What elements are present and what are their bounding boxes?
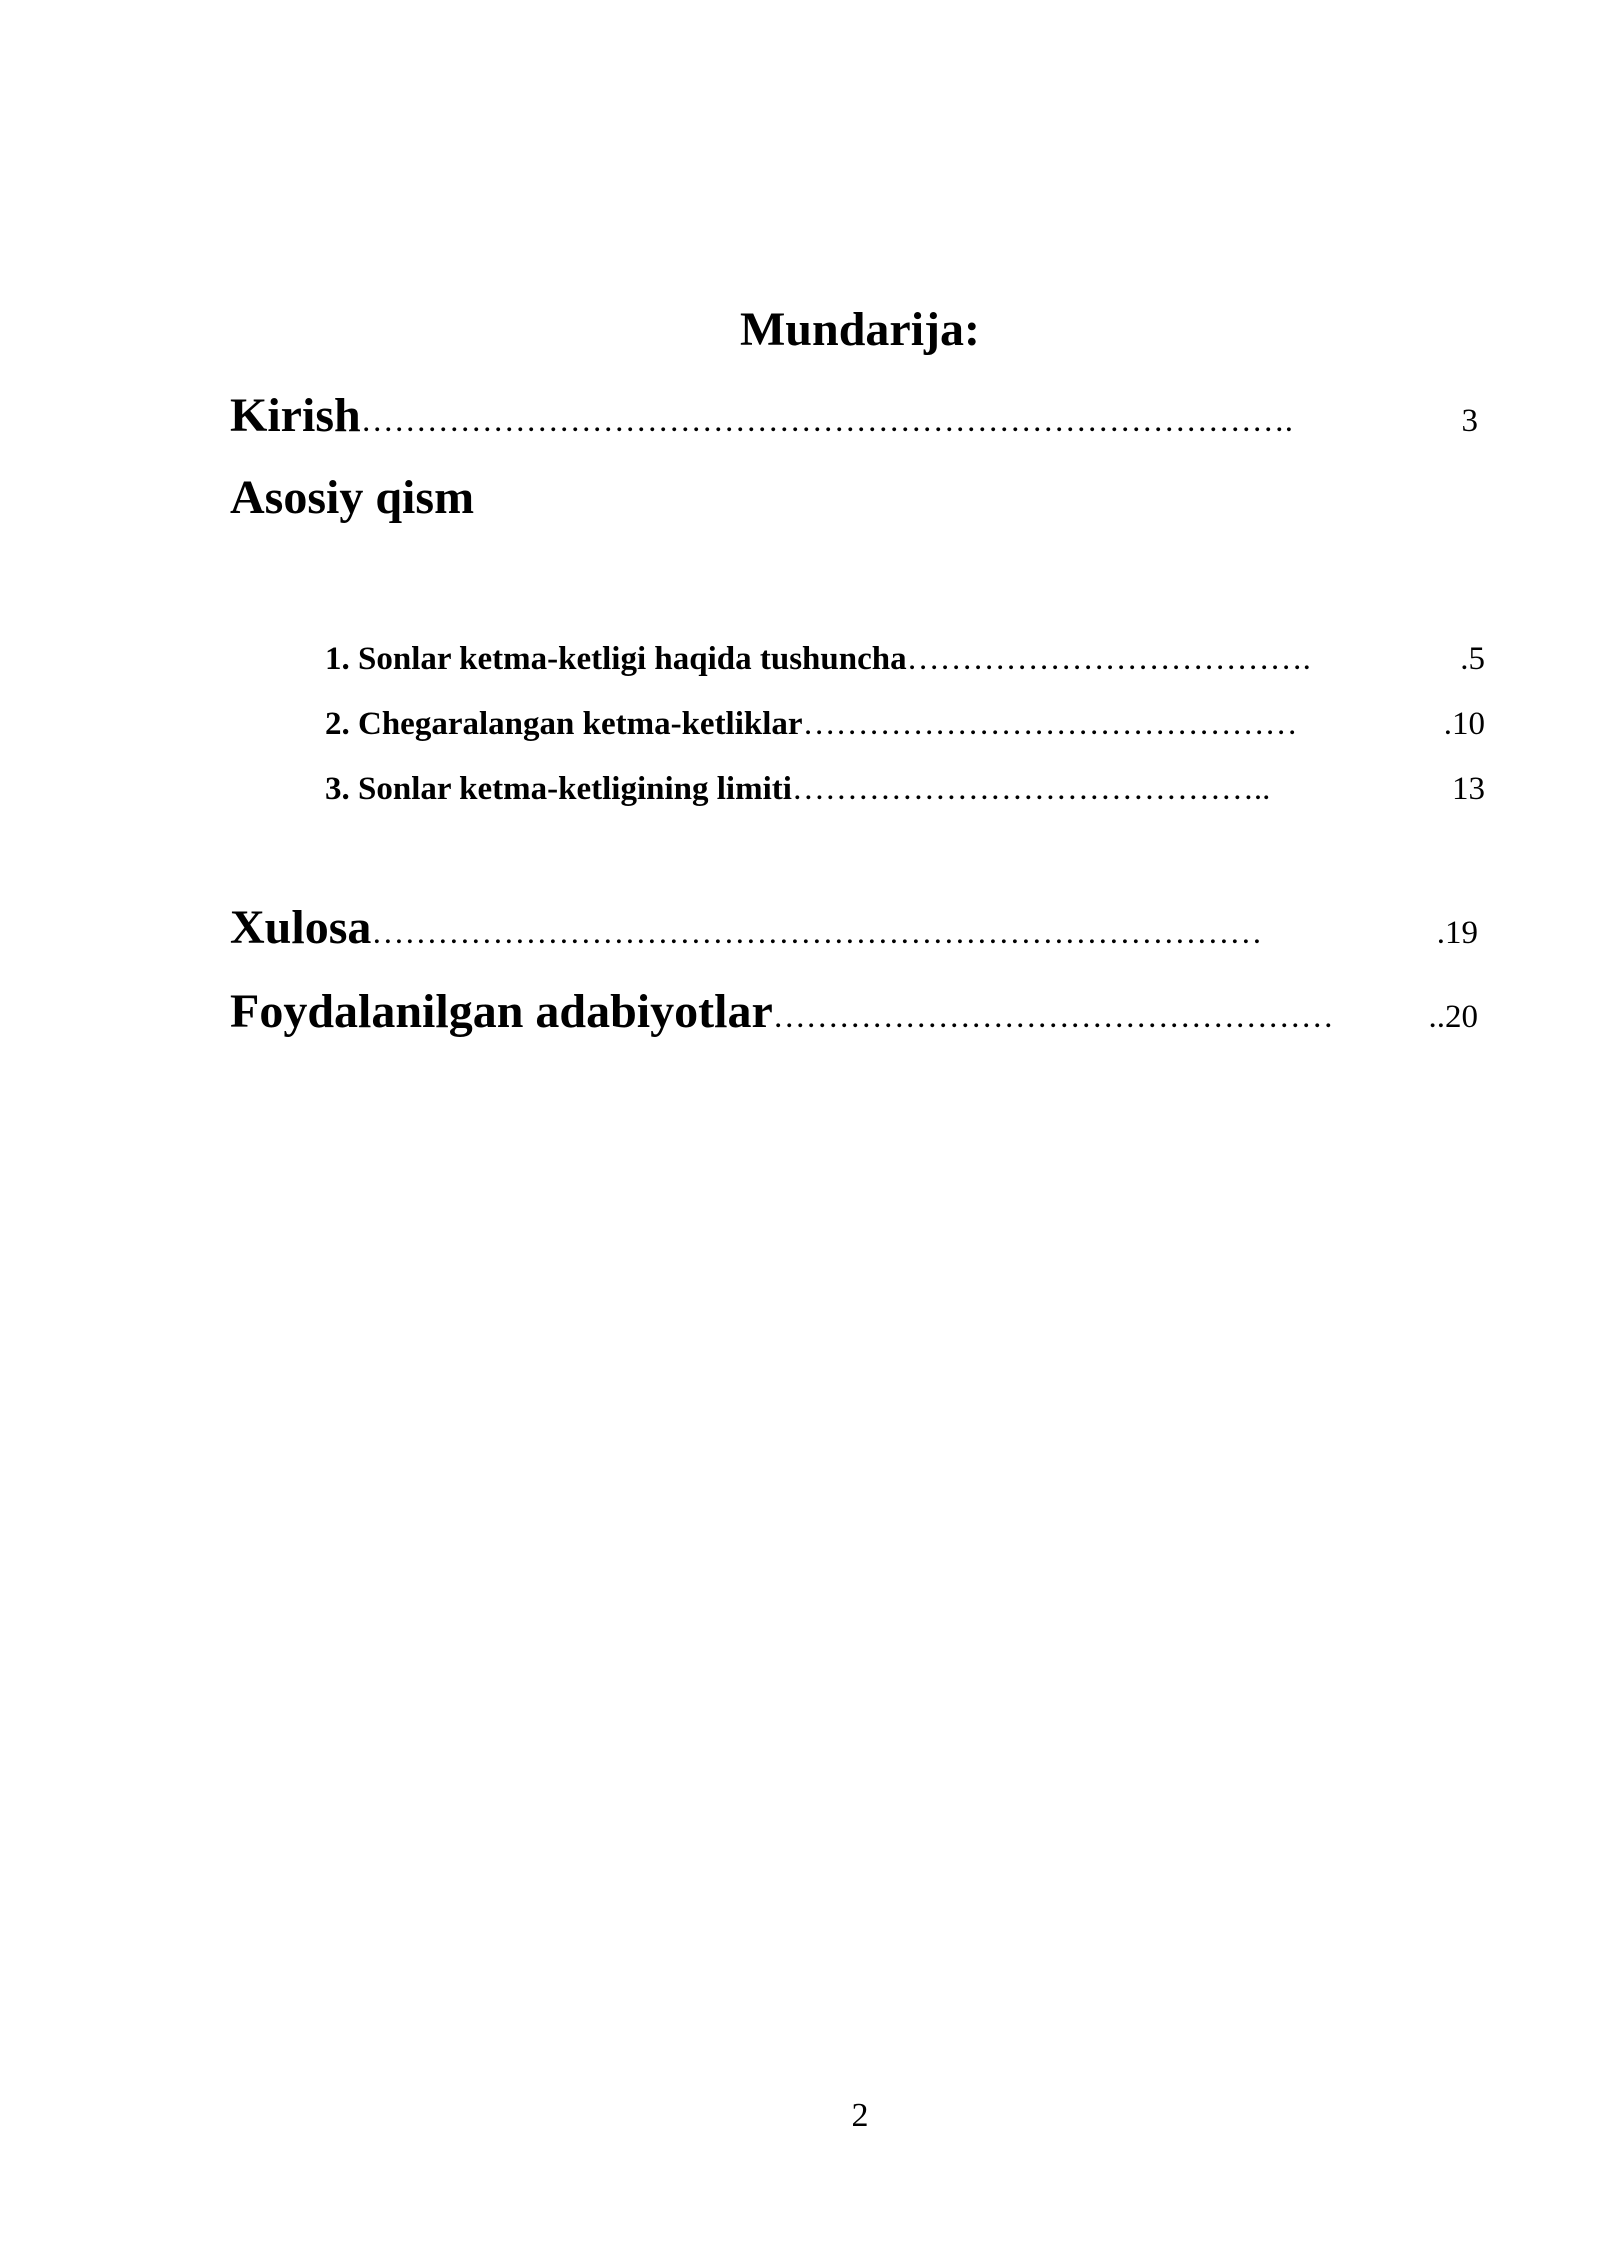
- toc-subentry-1: [325, 637, 1485, 681]
- dot-leader: ……………………………….: [906, 641, 1311, 677]
- dot-leader: ………………………………………: [802, 706, 1298, 742]
- toc-page-number: .19: [1436, 915, 1478, 951]
- dot-leader: ………………………………………………………………………….: [360, 403, 1293, 439]
- toc-entry-label: 3. Sonlar ketma-ketligining limiti: [325, 771, 792, 807]
- toc-page-number: ..20: [1428, 999, 1478, 1035]
- toc-subentry-3: [325, 767, 1485, 811]
- toc-entry-label: Xulosa: [230, 901, 372, 954]
- toc-page-number: .10: [1443, 706, 1485, 742]
- toc-page-number: .5: [1460, 641, 1485, 677]
- toc-entry-label: Kirish: [230, 389, 361, 442]
- toc-entry-adabiyotlar: [230, 982, 1478, 1047]
- toc-entry-label: Foydalanilgan adabiyotlar: [230, 985, 773, 1038]
- dot-leader: ……………………………………………: [772, 999, 1334, 1035]
- toc-entry-label: 1. Sonlar ketma-ketligi haqida tushuncha: [325, 641, 907, 677]
- toc-page-number: 13: [1452, 771, 1485, 807]
- page-number: 2: [851, 2097, 869, 2134]
- toc-entry-label: 2. Chegaralangan ketma-ketliklar: [325, 706, 803, 742]
- dot-leader: ………………………………………………………………………: [371, 915, 1263, 951]
- dot-leader: ……………………………………..: [791, 771, 1271, 807]
- toc-entry-xulosa: [230, 898, 1478, 963]
- toc-page-number: 3: [1461, 403, 1478, 439]
- toc-title: Mundarija:: [740, 303, 980, 356]
- toc-heading-asosiy-qism: Asosiy qism: [230, 471, 475, 524]
- toc-entry-kirish: [230, 386, 1478, 451]
- toc-subentry-2: [325, 702, 1485, 746]
